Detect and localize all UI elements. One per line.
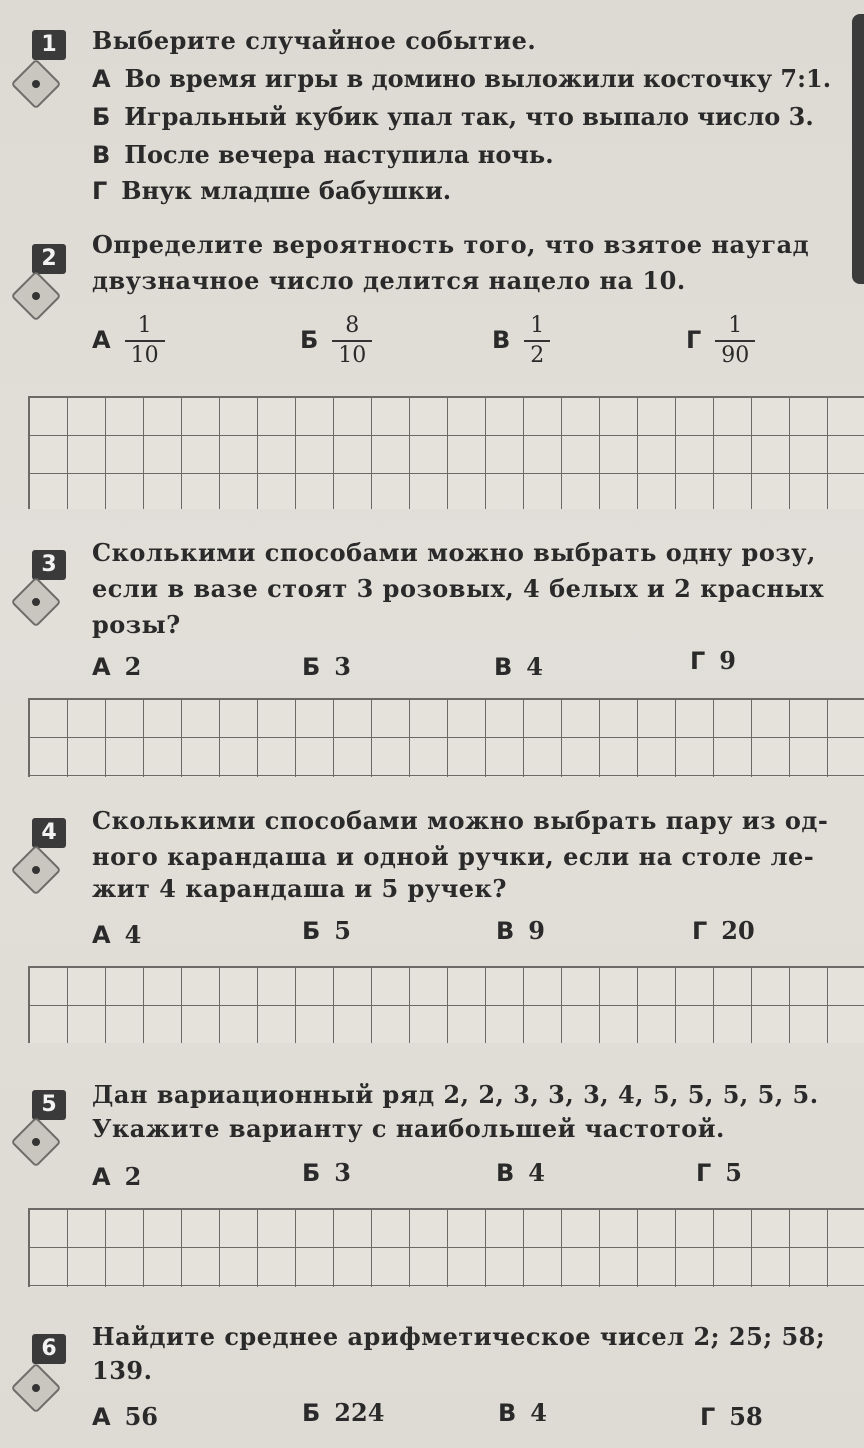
task-question-line-3: жит 4 карандаша и 5 ручек? [92, 874, 507, 903]
task-question-line-2: Укажите варианту с наибольшей частотой. [92, 1114, 725, 1143]
task-question: Выберите случайное событие. [92, 26, 537, 55]
option-a: А $\frac{1}{10}$ [92, 312, 165, 370]
task-question-line-2: ного карандаша и одной ручки, если на столе ле- [92, 842, 815, 871]
task-question-line-1: Найдите среднее арифметическое чисел 2; 25; 58; [92, 1322, 826, 1351]
fraction: $\frac{1}{2}$ [524, 312, 550, 370]
option-a: А 56 [92, 1402, 158, 1431]
option-g: Г 58 [700, 1402, 763, 1431]
option-g: Г 9 [690, 646, 736, 675]
option-b: Б 224 [302, 1398, 385, 1427]
option-g: Г Внук младше бабушки. [92, 176, 452, 205]
task-number-badge: 5 [32, 1090, 66, 1120]
difficulty-diamond-icon [11, 577, 62, 628]
option-b: Б Игральный кубик упал так, что выпало число 3. [92, 102, 814, 131]
option-b: Б $\frac{8}{10}$ [300, 312, 372, 370]
task-number-badge: 6 [32, 1334, 66, 1364]
difficulty-diamond-icon [11, 1117, 62, 1168]
option-a: А 2 [92, 652, 142, 681]
difficulty-diamond-icon [11, 271, 62, 322]
option-v: В 4 [498, 1398, 547, 1427]
option-g: Г $\frac{1}{90}$ [686, 312, 755, 370]
option-b: Б 3 [302, 1158, 351, 1187]
answer-grid[interactable] [28, 966, 864, 1043]
option-g: Г 20 [692, 916, 755, 945]
task-question-line-2: 139. [92, 1356, 153, 1385]
fraction: $\frac{8}{10}$ [332, 312, 372, 370]
task-number-badge: 4 [32, 818, 66, 848]
option-a: А Во время игры в домино выложили косточку 7:1. [92, 64, 832, 93]
difficulty-diamond-icon [11, 59, 62, 110]
task-question-line-1: Сколькими способами можно выбрать пару из од- [92, 806, 829, 835]
option-b: Б 3 [302, 652, 351, 681]
option-a: А 4 [92, 920, 142, 949]
option-a: А 2 [92, 1162, 142, 1191]
task-question-line-3: розы? [92, 610, 181, 639]
option-v: В 4 [496, 1158, 545, 1187]
difficulty-diamond-icon [11, 1363, 62, 1414]
fraction: $\frac{1}{10}$ [125, 312, 165, 370]
answer-grid[interactable] [28, 396, 864, 509]
task-number-badge: 3 [32, 550, 66, 580]
option-g: Г 5 [696, 1158, 742, 1187]
task-question-line-2: двузначное число делится нацело на 10. [92, 266, 686, 295]
option-v: В $\frac{1}{2}$ [492, 312, 550, 370]
option-v: В 4 [494, 652, 543, 681]
option-b: Б 5 [302, 916, 351, 945]
answer-grid[interactable] [28, 1208, 864, 1287]
option-v: В 9 [496, 916, 545, 945]
task-question-line-1: Определите вероятность того, что взятое наугад [92, 230, 810, 259]
task-number-badge: 1 [32, 30, 66, 60]
task-question-line-1: Дан вариационный ряд 2, 2, 3, 3, 3, 4, 5, 5, 5, 5, 5. [92, 1080, 819, 1109]
task-question-line-1: Сколькими способами можно выбрать одну розу, [92, 538, 816, 567]
answer-grid[interactable] [28, 698, 864, 777]
difficulty-diamond-icon [11, 845, 62, 896]
task-question-line-2: если в вазе стоят 3 розовых, 4 белых и 2 красных [92, 574, 824, 603]
page-edge-tab [852, 14, 864, 284]
option-v: В После вечера наступила ночь. [92, 140, 554, 169]
task-number-badge: 2 [32, 244, 66, 274]
fraction: $\frac{1}{90}$ [715, 312, 755, 370]
